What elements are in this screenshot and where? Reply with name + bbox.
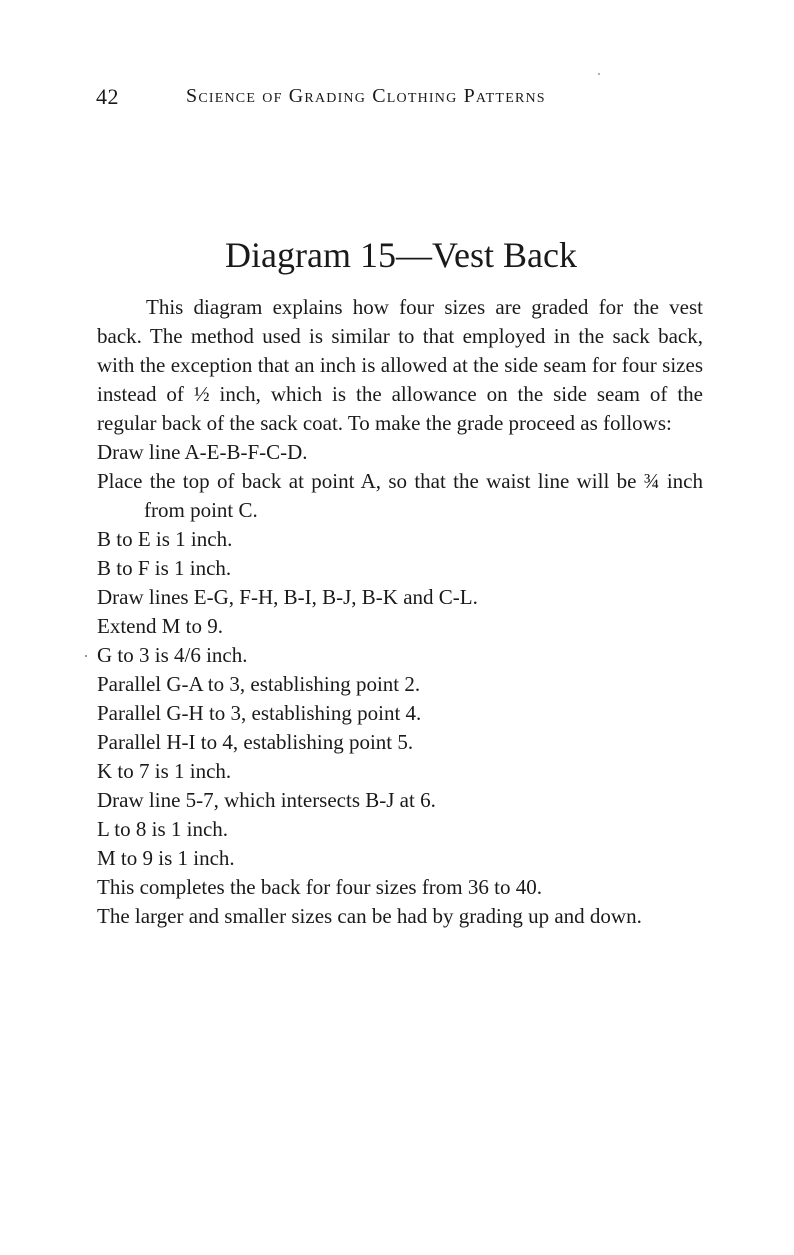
step-item: Extend M to 9. <box>97 614 223 638</box>
running-head <box>96 84 716 114</box>
page-number: 42 <box>96 84 119 109</box>
step-item: Draw line 5-7, which intersects B-J at 6. <box>97 788 436 812</box>
running-title: Science of Grading Clothing Patterns <box>186 85 546 107</box>
step-item: The larger and smaller sizes can be had by grading up and down. <box>97 904 642 928</box>
step-item: Place the top of back at point A, so that the waist line will be ¾ inch from point C. <box>97 469 703 522</box>
step-item: Draw lines E-G, F-H, B-I, B-J, B-K and C-L. <box>97 585 478 609</box>
step-item: Parallel G-H to 3, establishing point 4. <box>97 701 422 725</box>
print-speck <box>85 655 87 657</box>
intro-paragraph: This diagram explains how four sizes are graded for the vest back. The method used is similar to that employed in the sack back, with the exception that an inch is allowed at the side seam for four sizes instead of ½ inch, which is the allowance on the side seam of the regular back of the sack coat. To make the grade proceed as follows: <box>97 295 703 435</box>
step-item: K to 7 is 1 inch. <box>97 759 232 783</box>
step-item: L to 8 is 1 inch. <box>97 817 229 841</box>
step-item: Parallel H-I to 4, establishing point 5. <box>97 730 414 754</box>
step-item: M to 9 is 1 inch. <box>97 846 235 870</box>
step-item: B to E is 1 inch. <box>97 527 233 551</box>
print-speck <box>598 73 600 75</box>
step-item: This completes the back for four sizes from 36 to 40. <box>97 875 542 899</box>
step-item: G to 3 is 4/6 inch. <box>97 643 248 667</box>
step-item: Parallel G-A to 3, establishing point 2. <box>97 672 421 696</box>
step-item: B to F is 1 inch. <box>97 556 232 580</box>
section-title: Diagram 15—Vest Back <box>225 235 577 275</box>
body-text <box>97 293 703 931</box>
step-item: Draw line A-E-B-F-C-D. <box>97 440 308 464</box>
